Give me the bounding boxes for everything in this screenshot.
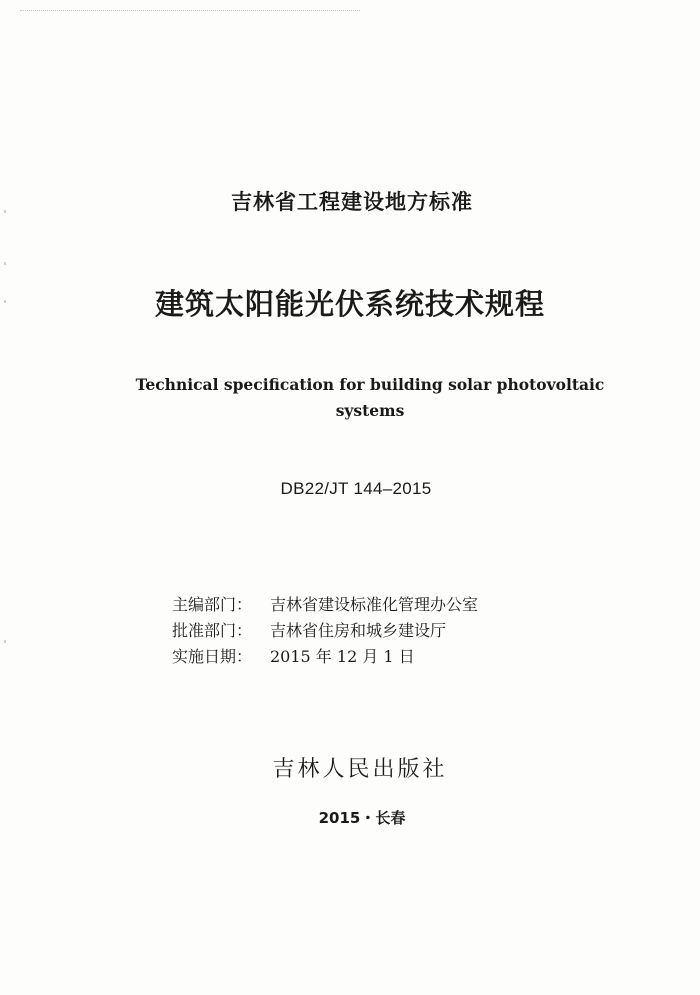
meta-value: 吉林省住房和城乡建设厅 [270,621,447,640]
english-title [0,372,700,424]
meta-row-editor [172,592,478,618]
chinese-title: 建筑太阳能光伏系统技术规程 [154,287,545,321]
standard-meta-block [172,592,478,670]
meta-label: 批准部门： [172,621,253,640]
english-title-line-2: systems [335,401,405,420]
meta-label: 主编部门： [172,595,253,614]
scan-artifact-mark [4,640,6,643]
meta-row-effective-date [172,644,478,670]
publisher-name: 吉林人民出版社 [272,757,448,782]
meta-label: 实施日期： [172,647,253,666]
standard-series: 吉林省工程建设地方标准 [231,190,473,214]
meta-row-approver [172,618,478,644]
publication-year-place: 2015・长春 [318,809,406,827]
standard-code: DB22/JT 144–2015 [280,479,432,498]
scan-artifact-mark [4,262,6,265]
scan-artifact-dotline [20,10,360,12]
meta-value: 吉林省建设标准化管理办公室 [270,595,479,614]
english-title-line-1: Technical specification for building solar photovoltaic [135,375,605,394]
meta-value: 2015 年 12 月 1 日 [270,647,415,666]
